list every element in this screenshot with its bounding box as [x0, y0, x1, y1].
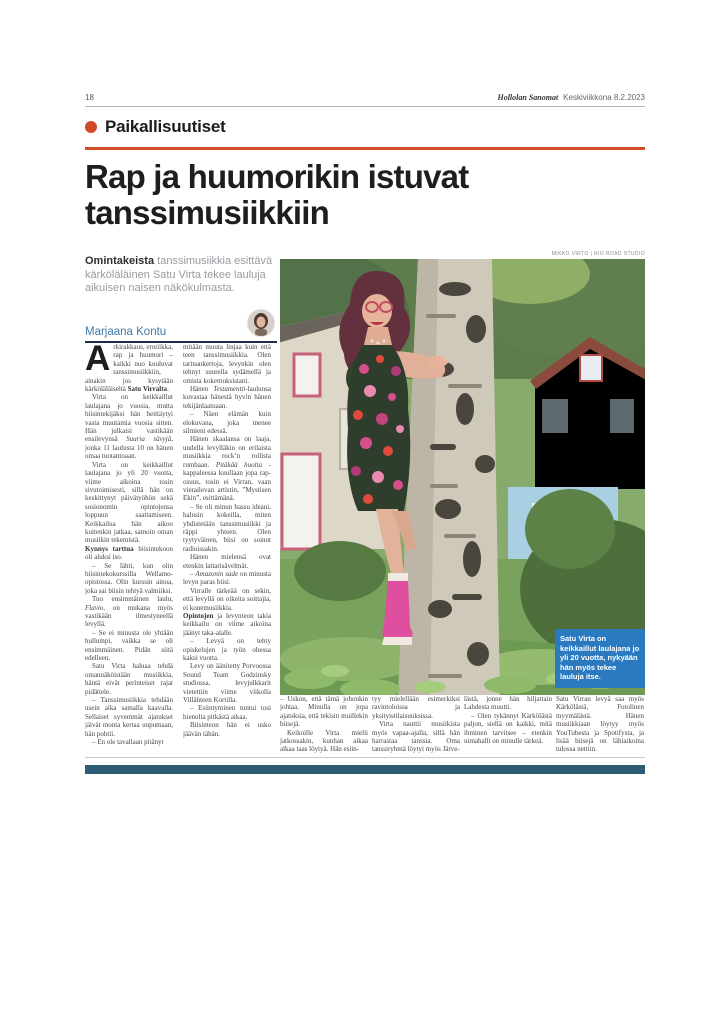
photo-credit: MIKKO VIRTO | RIO ROAD STUDIO	[551, 251, 645, 257]
page-number: 18	[85, 93, 94, 102]
article-column-4: tyy mielellään esimerkiksi ravintoloissa ja yksityistilaisuuksissa. Virta nauttii musiikista myös vapaa-ajalla, sillä hän harrastaa tanssia. Oma tanssiryhmä löytyi myös Järve-	[372, 695, 460, 754]
article-column-3: – Uskon, että tämä johonkin johtaa. Minulla on jopa ajatuksia, että tekisin muillekin biisejä. Keikoille Virta mielii jatkossakin, kunhan aikaa alkaa taas löytyä. Hän esiin-	[280, 695, 368, 754]
masthead	[497, 93, 645, 102]
author-byline: Marjaana Kontu	[85, 326, 167, 338]
article-column-2: mitään muuta linjaa kuin että teen tanssimusiikkia. Olen tarinankertoja, levynkin olen tehnyt suurella sydämellä ja omista kokemuksistani. Hänen Testamentti-laulunsa kuvastaa hänestä hyvin hänen tekijänlaatuaan. – Näen elämän kuin elokuvana, joka menee silmieni edessä. Hänen skaalansa on laaja, uudella levylläkin on erilaista musiikkia rock’n rollista rumbaan. Pitäkää huolta -kappaleessa kuullaan jopa rap-osuus, tosin ei Virran, vaan vierailevan artistin, ”Mystisen Ekin”, esittämänä. – Se oli minun hassu ideani, halusin kokeilla, miten yhdistetään tanssimusiikki ja räppi yhteen. Olen tyytyväinen, biisi on soinut radioissakin. Hänen mielensä ovat etenkin lattarisävelmät. – Amazonin sade on minusta levyn paras biisi. Virralle tärkeää on sekin, että levyllä on oikeita soittajia, ei konemusiikkia. Opintojen ja levynteon takia keikkailu on viime aikoina jäänyt taka-alalle. – Levyä on tehty opiskelujen ja työn ohessa kaksi vuotta. Levy on äänitetty Porvoossa Sound Team Godzinsky studiossa, levyjulkkarit vietettiin viime viikolla Villähteen Kortilla. – Esiintyminen tuntui tosi hienolta pitkästä aikaa. Biisinteon hän ei usko jäävän tähän.	[183, 343, 271, 738]
article-column-1: Arkirakkaus, erotiikka, rap ja huumori – kaikki nuo kuuluvat tanssimusiikkiin, ainakin jos kysytään kärköläläiseltä Satu Virralta. Virta on keikkaillut laulajana jo vuosia, mutta biisintekijäksi hän heittäytyi vasta muutamia vuosia sitten. Hän julkaisi vastikään ensilevynsä Suuria sävyjä, jonka 11 laulusta 10 on hänen omaa tuotantoaan. Virta on keikkaillut laulajana jo yli 20 vuotta, viime aikoina tosin sivutoimisesti, sillä hän on keskittynyt päivätyöhön sekä sosionomin opintojensa loppuun saattamiseen. Keikkailua hän aikoo kuitenkin jatkaa, samoin oman musiikin tekemistä. Kynnys tarttua biisintekoon oli aluksi iso. – Se lähti, kun olin biisintekokurssilla Wellamo-opistossa. Olin kurssin ainoa, joka sai biisin tehtyä valmiiksi. Tuo ensimmäinen laulu, Flavio, on mukana myös vastikään ilmestyneellä levyllä. – Se ei minusta ole yhtään hullumpi, vaikka se oli ensimmäinen. Pidän siitä edelleen. Satu Virta haluaa tehdä omannäköistään musiikkia, häntä eivät perinteiset rajat pidättele. – Tanssimusiikkia tehdään usein aika samalla kaavalla. Sellaiset syvemmät ajatukset jäivät monta kertaa uupumaan, hän pohtii. – En ole tavallaan pitänyt	[85, 343, 173, 747]
article-column-6: Satu Virran levyä saa myös Kärkölästä, Fotolinen myymälästä. Hänen musiikkiaan löytyy myös YouTubesta ja Spotifysta, ja lisää biisejä on lähiaikoina tulossa nettiin.	[556, 695, 644, 754]
page-header	[85, 93, 645, 107]
page-content	[85, 93, 645, 793]
section-title: Paikallisuutiset	[105, 117, 226, 136]
article-lede	[85, 255, 277, 296]
article-column-5: lästä, jonne hän hiljattain Lahdesta muutti. – Olen tykännyt Kärkölästä paljon, siellä on kaikki, mitä ihminen tarvitsee – etenkin uimahalli on minulle tärkeä.	[464, 695, 552, 746]
article-headline: Rap ja huumorikin istuvat tanssimusiikkiin	[85, 158, 469, 231]
section-header	[85, 116, 226, 138]
byline-box	[85, 317, 277, 343]
issue-date: Keskiviikkona 8.2.2023	[563, 93, 645, 102]
paper-name: Hollolan Sanomat	[497, 93, 559, 102]
author-avatar	[247, 309, 275, 337]
lede-text: tanssimusiikkia esittävä kärköläläinen Satu Virta tekee lauluja aikuisen naisen näkökulmasta.	[85, 255, 273, 294]
section-dot-icon	[85, 121, 97, 133]
photo-caption: Satu Virta on keikkaillut laulajana jo yli 20 vuotta, nykyään hän myös tekee lauluja itse.	[555, 629, 645, 688]
author-avatar-image	[248, 310, 274, 336]
lede-lead-word: Omintakeista	[85, 255, 155, 267]
bottom-hairline	[85, 757, 645, 758]
section-divider	[85, 147, 645, 150]
footer-bar	[85, 765, 645, 774]
